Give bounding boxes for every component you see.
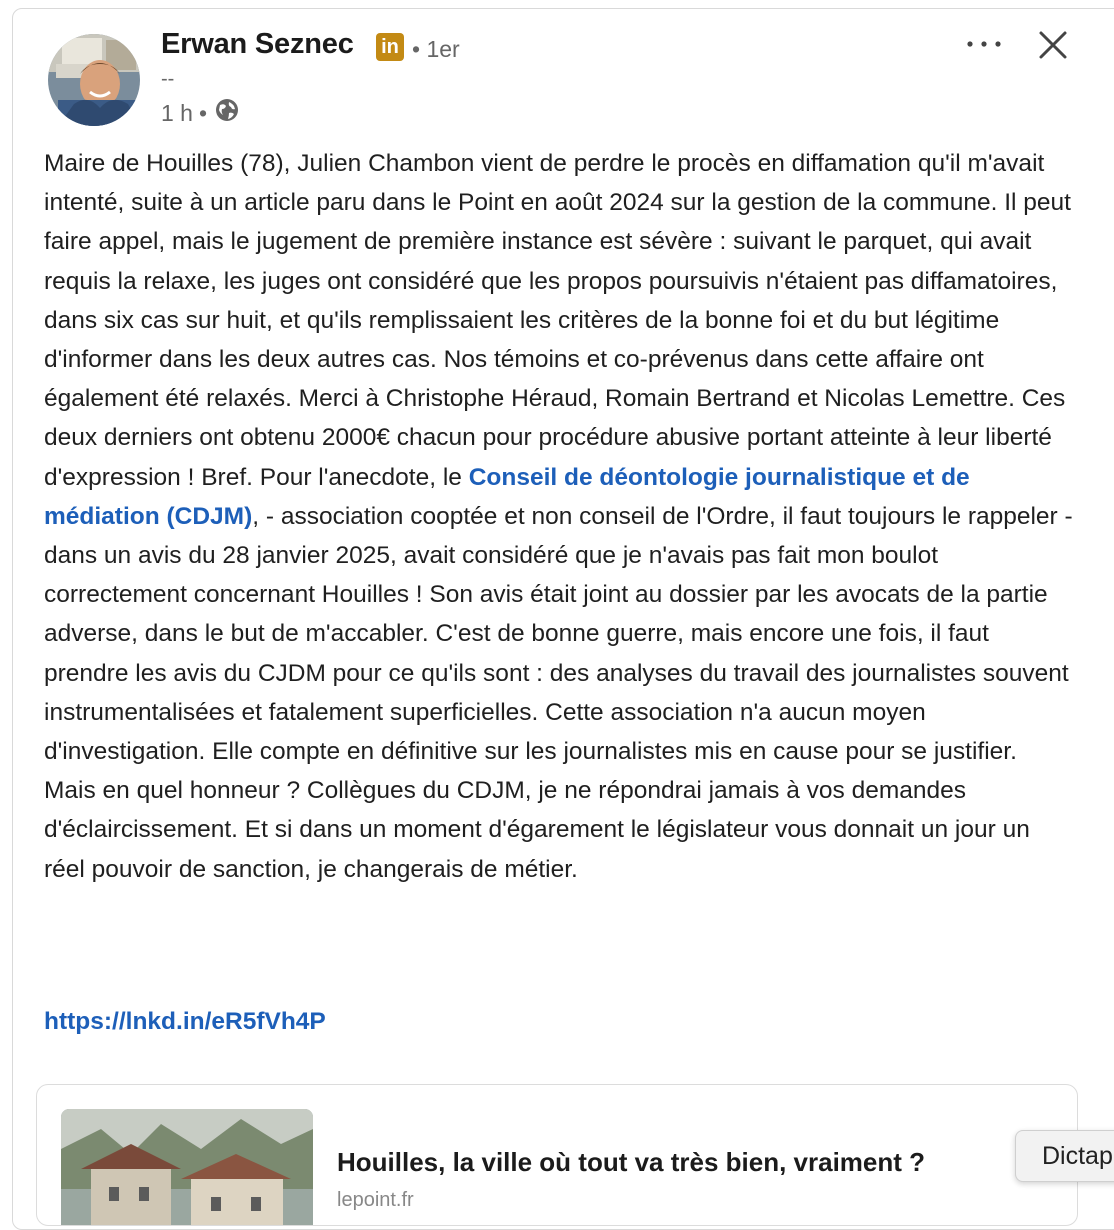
article-source: lepoint.fr bbox=[337, 1189, 414, 1211]
meta-separator: • bbox=[198, 99, 208, 126]
author-avatar[interactable] bbox=[48, 34, 140, 126]
post-text-after: , - association cooptée et non conseil de l'Ordre, il faut toujours le rappeler - dans un avis du 28 janvier 2025, avait considéré que je n'avais pas fait mon boulot correctement concernant Houilles ! Son avis était joint au dossier par les avocats de la partie adverse, dans le but de m'accabler. C'est de bonne guerre, mais encore une fois, il faut prendre les avis du CJDM pour ce qu'ils sont : des analyses du travail des journalistes souvent instrumentalisées et fatalement superficielles. Cette association n'a aucun moyen d'investigation. Elle compte en définitive sur les journalistes mis en cause pour se justifier. Mais en quel honneur ? Collègues du CDJM, je ne répondrai jamais à vos demandes d'éclaircissement. Et si dans un moment d'égarement le législateur vous donnait un jour un réel pouvoir de sanction, je changerais de métier. bbox=[44, 502, 1073, 883]
article-preview-card[interactable] bbox=[36, 1084, 1078, 1226]
post-short-link[interactable]: https://lnkd.in/eR5fVh4P bbox=[44, 1008, 326, 1035]
article-title[interactable]: Houilles, la ville où tout va très bien, vraiment ? bbox=[337, 1147, 926, 1177]
close-icon bbox=[1030, 22, 1076, 68]
connection-degree: • 1er bbox=[412, 36, 460, 62]
post-text-before: Maire de Houilles (78), Julien Chambon vient de perdre le procès en diffamation qu'il m'avait intenté, suite à un article paru dans le Point en août 2024 sur la gestion de la commune. Il peut faire appel, mais le jugement de première instance est sévère : suivant le parquet, qui avait requis la relaxe, les juges ont considéré que les propos poursuivis n'étaient pas diffamatoires, dans six cas sur huit, et qu'ils remplissaient les critères de la bonne foi et du but légitime d'informer dans les deux autres cas. Nos témoins et co-prévenus dans cette affaire ont également été relaxés. Merci à Christophe Héraud, Romain Bertrand et Nicolas Lemettre. Ces deux derniers ont obtenu 2000€ chacun pour procédure abusive portant atteinte à leur liberté d'expression ! Bref. Pour l'anecdote, le bbox=[44, 150, 1071, 491]
article-thumbnail bbox=[61, 1109, 313, 1226]
post-time: 1 h bbox=[161, 99, 193, 126]
cdjm-mention-link[interactable]: Conseil de déontologie journalistique et de médiation (CDJM) bbox=[44, 463, 970, 530]
close-button[interactable] bbox=[1030, 22, 1076, 68]
more-horizontal-icon bbox=[962, 22, 1006, 66]
author-name[interactable]: Erwan Seznec bbox=[161, 28, 354, 60]
post-body bbox=[44, 144, 1074, 889]
dictation-popup[interactable]: Dictap bbox=[1015, 1130, 1114, 1182]
post-meta bbox=[161, 98, 239, 128]
globe-icon bbox=[215, 98, 239, 128]
author-headline: -- bbox=[161, 68, 175, 90]
more-options-button[interactable] bbox=[962, 22, 1006, 66]
linkedin-premium-badge-icon: in bbox=[376, 33, 404, 61]
